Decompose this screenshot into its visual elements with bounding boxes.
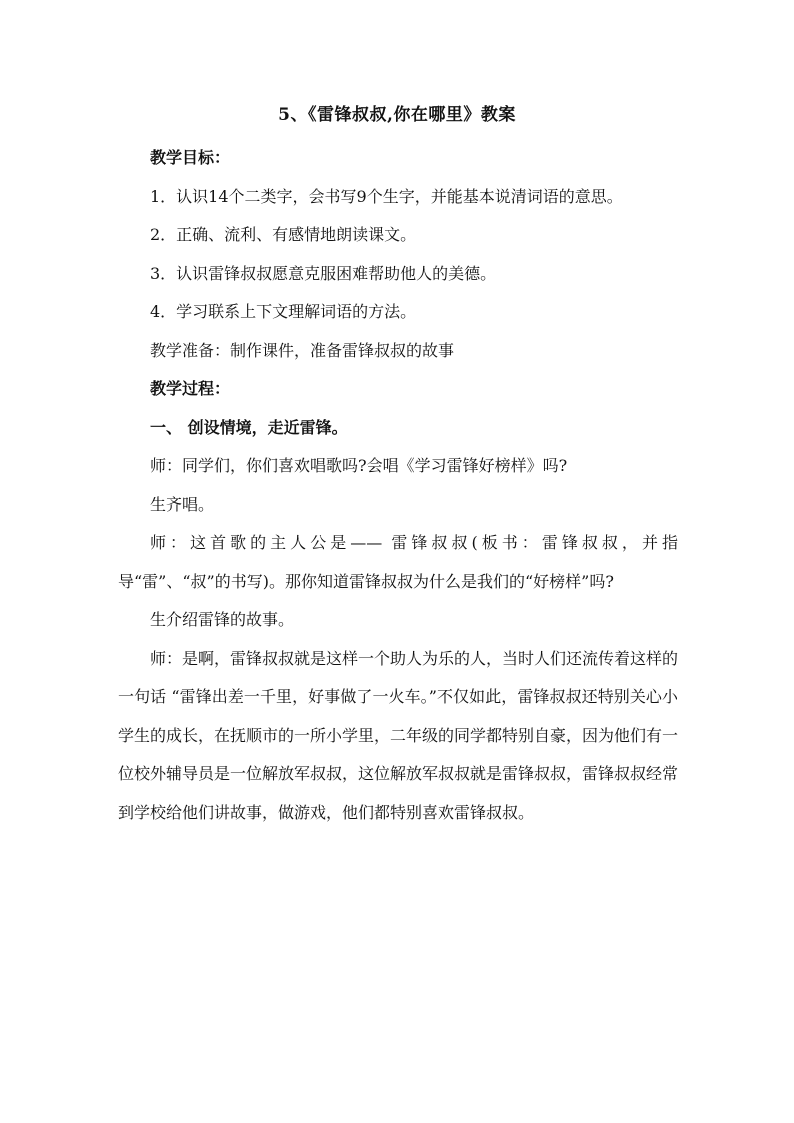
dialogue-paragraph: 师：是啊，雷锋叔叔就是这样一个助人为乐的人，当时人们还流传着这样的一句话 “雷锋出差一千里，好事做了一火车。”不仅如此，雷锋叔叔还特别关心小学生的成长，在抚顺市的一所小学里，二年级的同学都特别自豪，因为他们有一位校外辅导员是一位解放军叔叔，这位解放军叔叔就是雷锋叔叔，雷锋叔叔经常到学校给他们讲故事，做游戏，他们都特别喜欢雷锋叔叔。 <box>118 648 679 822</box>
dialogue-paragraph: 师：同学们，你们喜欢唱歌吗?会唱《学习雷锋好榜样》吗? <box>150 456 568 475</box>
objective-item-2: 2．正确、流利、有感情地朗读课文。 <box>150 225 417 244</box>
section-heading-objectives: 教学目标： <box>150 148 231 167</box>
document-body <box>118 139 678 832</box>
dialogue-paragraph: 生齐唱。 <box>150 494 215 514</box>
dialogue-paragraph: 师：这首歌的主人公是—— 雷锋叔叔(板书：雷锋叔叔，并指导“雷”、“叔”的书写)。那你知道雷锋叔叔为什么是我们的“好榜样”吗? <box>118 533 678 591</box>
objective-item-3: 3．认识雷锋叔叔愿意克服困难帮助他人的美德。 <box>150 263 497 283</box>
step-heading-1: 一、 创设情境，走近雷锋。 <box>150 417 348 437</box>
teaching-preparation: 教学准备：制作课件，准备雷锋叔叔的故事 <box>150 340 455 360</box>
document-title: 5、《雷锋叔叔,你在哪里》教案 <box>278 105 516 125</box>
dialogue-paragraph: 生介绍雷锋的故事。 <box>150 610 295 629</box>
objective-item-4: 4．学习联系上下文理解词语的方法。 <box>150 302 417 321</box>
section-heading-process: 教学过程： <box>150 379 231 398</box>
objective-item-1: 1．认识14个二类字，会书写9个生字，并能基本说清词语的意思。 <box>150 186 623 206</box>
